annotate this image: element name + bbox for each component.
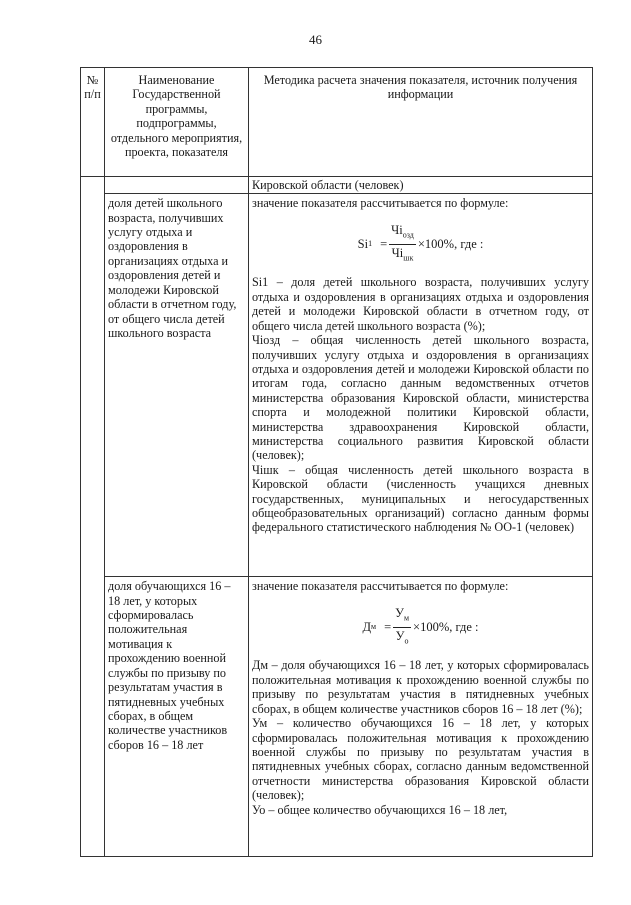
definition: Чiозд – общая численность детей школьного возраста, получивших услугу отдыха и оздоровления в организациях отдыха и оздоровления детей и молодежи Кировской области по итогам года, согласно данным ведомственных отчетов министерства образования Кировской области, министерства спорта и молодежной политики Кировской области, министерства здравоохранения Кировской области, министерства социального развития Кировской области (человек); (252, 333, 589, 463)
formula-lhs-sub: м (371, 621, 377, 631)
definition: Ум – количество обучающихся 16 – 18 лет, у которых сформировалась положительная мотивация к прохождению военной службы по призыву по результатам участия в пятидневных учебных сборах, согласно данным ведомственной отчетности министерства образования Кировской области (человек); (252, 716, 589, 803)
methodology-cell (249, 577, 593, 857)
formula (252, 606, 589, 649)
indicator-name: доля детей школьного возраста, получивших услугу отдыха и оздоровления в организациях отдыха и оздоровления детей и молодежи Кировской области в отчетном году, от общего числа детей школьного возраста (105, 194, 249, 577)
formula-where: , где : (449, 619, 479, 634)
formula-numerator: Чi (391, 222, 403, 237)
formula-denominator-sub: шк (403, 253, 414, 263)
formula-fraction (389, 223, 416, 266)
formula-denominator: Чi (391, 245, 404, 260)
formula-numerator-sub: озд (402, 230, 414, 240)
formula-equals: = (384, 619, 392, 634)
header-number: № п/п (81, 68, 105, 177)
formula (252, 223, 589, 266)
formula-intro: значение показателя рассчитывается по формуле: (252, 579, 509, 594)
formula-intro: значение показателя рассчитывается по формуле: (252, 196, 509, 211)
continuation-text: Кировской области (человек) (249, 176, 593, 193)
definition: Чiшк – общая численность детей школьного возраста в Кировской области (численность учащихся дневных государственных, муниципальных и негосударственных общеобразовательных организаций) согласно данным формы федерального статистического наблюдения № ОО-1 (человек) (252, 462, 589, 535)
row-number-cell (81, 176, 105, 856)
indicator-name: доля обучающихся 16 – 18 лет, у которых сформировалась положительная мотивация к прохождению военной службы по призыву по результатам участия в пятидневных учебных сборах, в общем количестве участников сборов 16 – 18 лет (105, 577, 249, 857)
table-header-row (81, 68, 593, 177)
indicator-methodology-table (80, 67, 593, 857)
formula-multiplier: ×100% (413, 619, 450, 634)
formula-denominator: У (395, 628, 405, 643)
header-methodology: Методика расчета значения показателя, источник получения информации (249, 68, 593, 177)
formula-lhs: Si (357, 236, 369, 251)
formula-denominator-sub: о (404, 636, 409, 646)
table-row (81, 194, 593, 577)
formula-numerator-sub: м (403, 613, 410, 623)
formula-fraction (393, 606, 411, 649)
definition: Si1 – доля детей школьного возраста, получивших услугу отдыха и оздоровления в организациях отдыха и оздоровления детей и молодежи Кировской области в отчетном году, от общего числа детей школьного возраста (%); (252, 275, 589, 333)
formula-where: , где : (454, 236, 484, 251)
table-row-continuation (81, 176, 593, 193)
continuation-name-cell (105, 176, 249, 193)
formula-equals: = (380, 236, 388, 251)
page-number: 46 (309, 32, 322, 47)
formula-lhs-sub: 1 (368, 238, 373, 248)
formula-numerator: У (395, 605, 404, 620)
definition: Уо – общее количество обучающихся 16 – 18 лет, (252, 802, 508, 817)
formula-lhs: Д (362, 619, 371, 634)
header-name: Наименование Государственной программы, подпрограммы, отдельного мероприятия, проекта, показателя (105, 68, 249, 177)
definition: Дм – доля обучающихся 16 – 18 лет, у которых сформировалась положительная мотивация к прохождению военной службы по призыву по результатам участия в пятидневных учебных сборах, в общем количестве участников сборов 16 – 18 лет (%); (252, 658, 589, 716)
table-row (81, 577, 593, 857)
methodology-cell (249, 194, 593, 577)
formula-multiplier: ×100% (417, 236, 455, 251)
